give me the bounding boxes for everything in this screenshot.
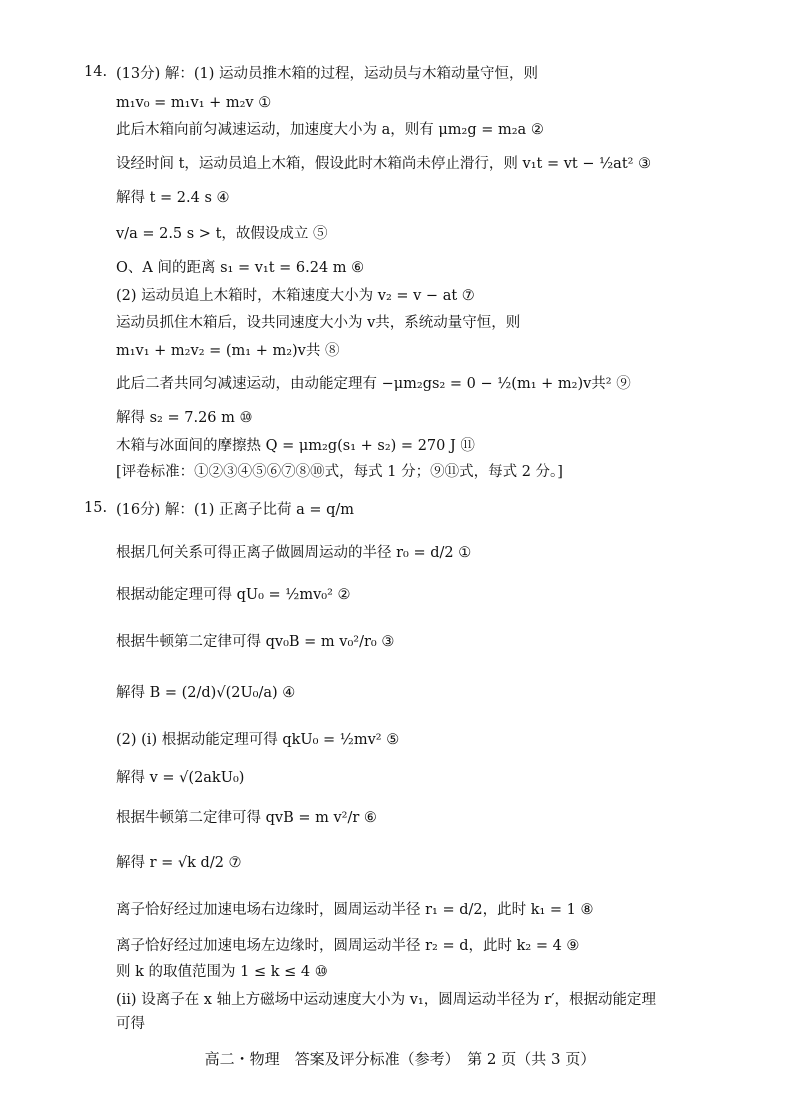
q14-line-5: 解得 t = 2.4 s ④ (116, 190, 230, 206)
q15-line-2: 根据几何关系可得正离子做圆周运动的半径 r₀ = d/2 ① (116, 545, 472, 561)
q14-line-2: m₁v₀ = m₁v₁ + m₂v ① (116, 95, 272, 111)
page-footer: 高二・物理 答案及评分标准（参考） 第 2 页（共 3 页） (204, 1050, 596, 1068)
question-15-number: 15. (84, 500, 108, 516)
q15-line-3: 根据动能定理可得 qU₀ = ½mv₀² ② (116, 587, 351, 603)
question-14-number: 14. (84, 64, 108, 80)
q15-line-11: 离子恰好经过加速电场左边缘时，圆周运动半径 r₂ = d，此时 k₂ = 4 ⑨ (116, 938, 580, 954)
q14-line-6: v/a = 2.5 s > t，故假设成立 ⑤ (116, 226, 328, 242)
q14-line-3: 此后木箱向前匀减速运动，加速度大小为 a，则有 μm₂g = m₂a ② (116, 122, 544, 138)
q14-line-7: O、A 间的距离 s₁ = v₁t = 6.24 m ⑥ (116, 260, 365, 276)
q15-line-1: (16分) 解：(1) 正离子比荷 a = q/m (116, 502, 355, 518)
q15-line-8: 根据牛顿第二定律可得 qvB = m v²/r ⑥ (116, 810, 377, 826)
q14-line-8: (2) 运动员追上木箱时，木箱速度大小为 v₂ = v − at ⑦ (116, 288, 475, 304)
q14-line-14: [评卷标准：①②③④⑤⑥⑦⑧⑩式，每式 1 分；⑨⑪式，每式 2 分。] (116, 464, 563, 480)
q14-line-11: 此后二者共同匀减速运动，由动能定理有 −μm₂gs₂ = 0 − ½(m₁ + m₂)v共² ⑨ (116, 376, 631, 392)
q15-line-5: 解得 B = (2/d)√(2U₀/a) ④ (116, 685, 296, 701)
q14-line-12: 解得 s₂ = 7.26 m ⑩ (116, 410, 253, 426)
q14-line-9: 运动员抓住木箱后，设共同速度大小为 v共，系统动量守恒，则 (116, 315, 521, 331)
q15-line-12: 则 k 的取值范围为 1 ≤ k ≤ 4 ⑩ (116, 964, 328, 980)
q15-line-13: (ⅱ) 设离子在 x 轴上方磁场中运动速度大小为 v₁，圆周运动半径为 r′，根据动能定理 (116, 992, 657, 1008)
q14-line-1: (13分) 解：(1) 运动员推木箱的过程，运动员与木箱动量守恒，则 (116, 66, 539, 82)
q15-line-6: (2) (ⅰ) 根据动能定理可得 qkU₀ = ½mv² ⑤ (116, 732, 400, 748)
q14-line-4: 设经时间 t，运动员追上木箱，假设此时木箱尚未停止滑行，则 v₁t = vt − ½at² ③ (116, 156, 652, 172)
q15-line-4: 根据牛顿第二定律可得 qv₀B = m v₀²/r₀ ③ (116, 634, 395, 650)
q14-line-10: m₁v₁ + m₂v₂ = (m₁ + m₂)v共 ⑧ (116, 343, 340, 359)
q15-line-14: 可得 (116, 1016, 145, 1032)
q15-line-7: 解得 v = √(2akU₀) (116, 770, 245, 786)
q14-line-13: 木箱与冰面间的摩擦热 Q = μm₂g(s₁ + s₂) = 270 J ⑪ (116, 438, 475, 454)
q15-line-9: 解得 r = √k d/2 ⑦ (116, 855, 242, 871)
q15-line-10: 离子恰好经过加速电场右边缘时，圆周运动半径 r₁ = d/2，此时 k₁ = 1 ⑧ (116, 902, 594, 918)
